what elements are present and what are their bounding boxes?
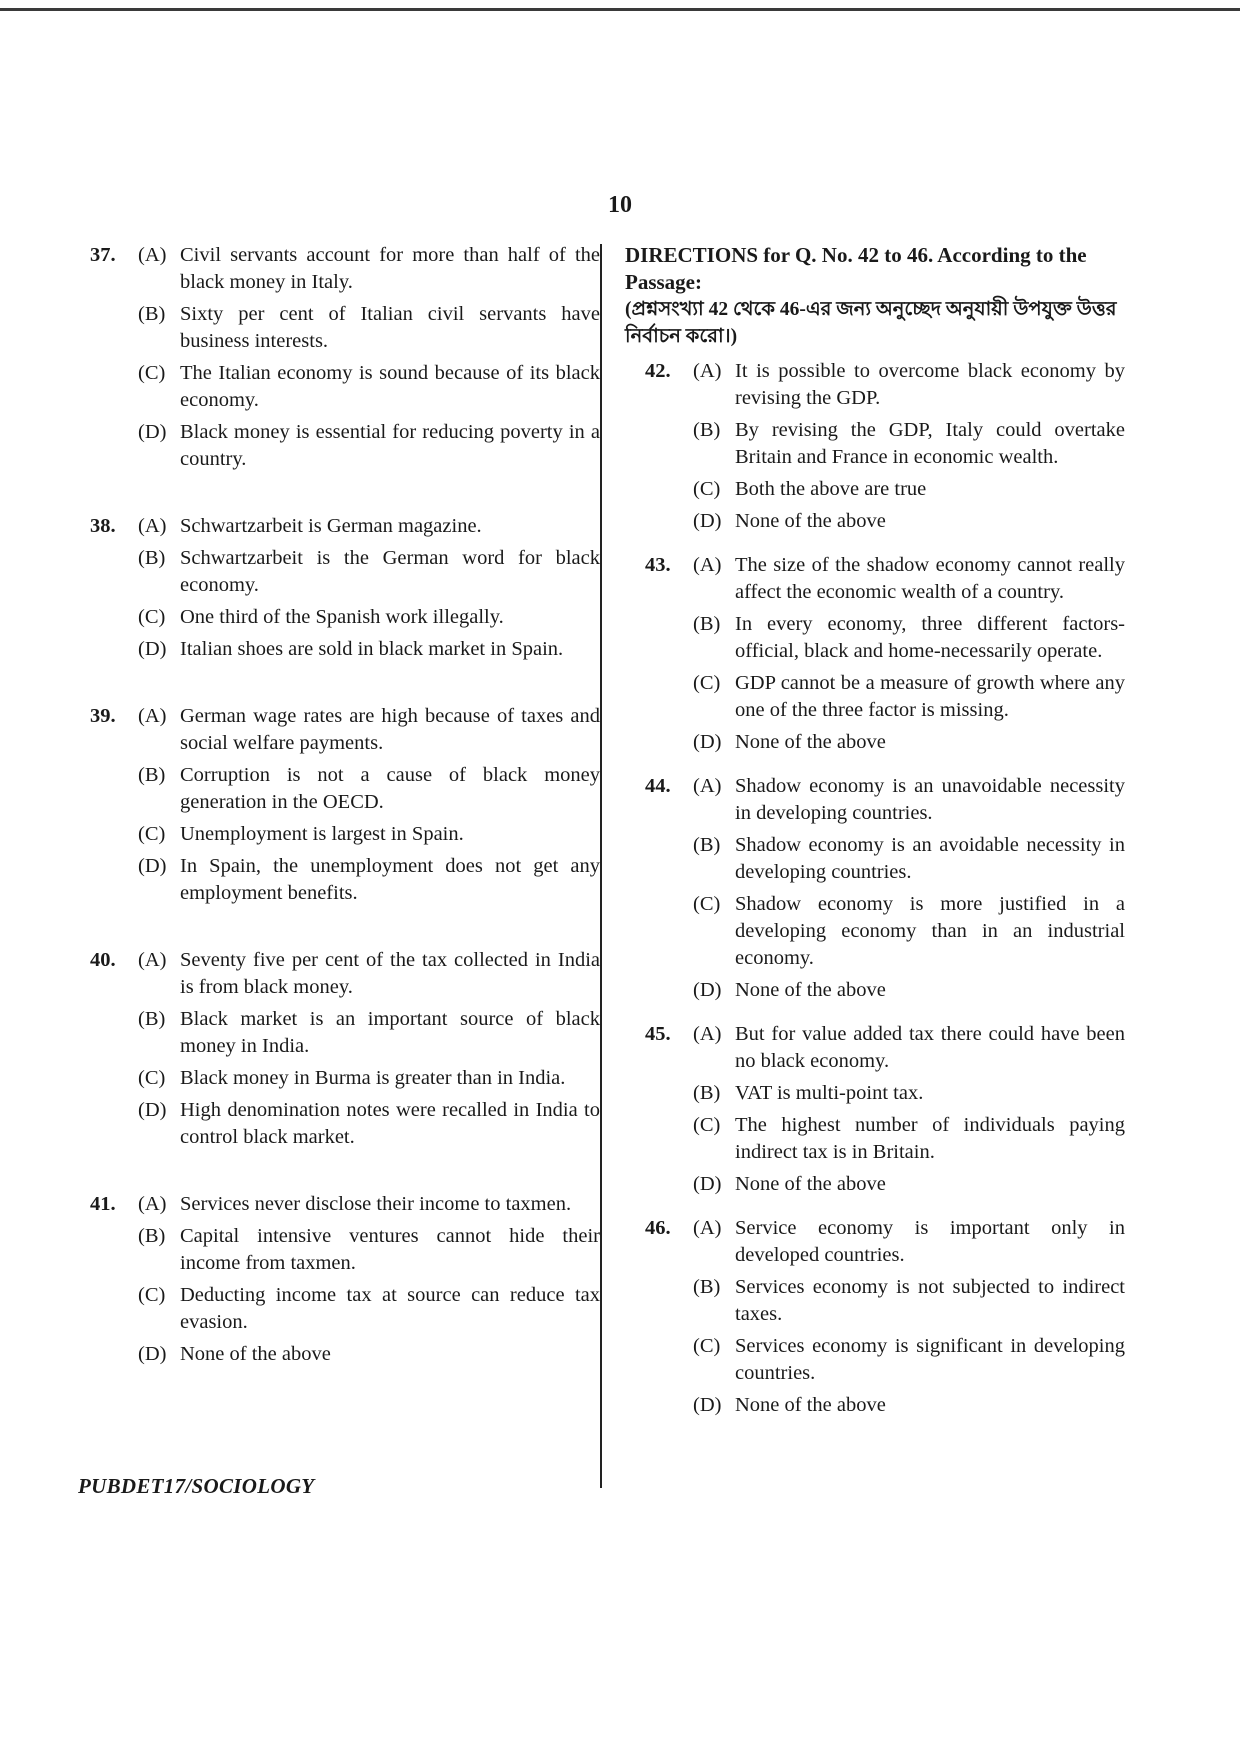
- option-text: Italian shoes are sold in black market in Spain.: [180, 638, 564, 660]
- option-letter: (A): [693, 1023, 722, 1045]
- question-46: [645, 1215, 1125, 1419]
- question-number: 45.: [645, 1023, 671, 1045]
- option-text: In every economy, three different factors-official, black and home-necessarily operate.: [735, 613, 1125, 662]
- question-number: 38.: [90, 515, 116, 537]
- option-text: German wage rates are high because of taxes and social welfare payments.: [180, 705, 600, 754]
- option-text: None of the above: [735, 510, 886, 532]
- option-text: But for value added tax there could have been no black economy.: [735, 1023, 1125, 1072]
- option-letter: (D): [138, 855, 167, 877]
- top-rule: [0, 8, 1240, 11]
- option-d: [138, 636, 600, 663]
- question-number: 42.: [645, 360, 671, 382]
- option-text: Unemployment is largest in Spain.: [180, 823, 464, 845]
- option-d: [138, 853, 600, 907]
- option-text: Service economy is important only in developed countries.: [735, 1217, 1125, 1266]
- option-c: [693, 670, 1125, 724]
- option-letter: (D): [138, 421, 167, 443]
- option-letter: (D): [138, 1343, 167, 1365]
- option-text: None of the above: [735, 1394, 886, 1416]
- question-number: 43.: [645, 554, 671, 576]
- question-number: 37.: [90, 244, 116, 266]
- option-letter: (A): [138, 515, 167, 537]
- option-b: [693, 417, 1125, 471]
- option-c: [138, 1065, 600, 1092]
- option-text: Sixty per cent of Italian civil servants have business interests.: [180, 303, 600, 352]
- option-letter: (C): [138, 1067, 166, 1089]
- option-text: Black money is essential for reducing poverty in a country.: [180, 421, 600, 470]
- option-text: GDP cannot be a measure of growth where any one of the three factor is missing.: [735, 672, 1125, 721]
- option-text: Shadow economy is more justified in a developing economy than in an industrial economy.: [735, 893, 1125, 969]
- option-letter: (B): [693, 834, 721, 856]
- option-letter: (B): [693, 1082, 721, 1104]
- option-text: Civil servants account for more than half of the black money in Italy.: [180, 244, 600, 293]
- option-letter: (C): [138, 606, 166, 628]
- option-b: [138, 1006, 600, 1060]
- question-44: [645, 773, 1125, 1004]
- option-d: [138, 1097, 600, 1151]
- option-c: [693, 1112, 1125, 1166]
- option-a: [138, 242, 600, 296]
- question-41: [90, 1191, 600, 1368]
- option-text: Deducting income tax at source can reduce tax evasion.: [180, 1284, 600, 1333]
- option-letter: (A): [693, 1217, 722, 1239]
- option-b: [693, 611, 1125, 665]
- question-number: 44.: [645, 775, 671, 797]
- option-text: None of the above: [735, 731, 886, 753]
- question-42: [645, 358, 1125, 535]
- option-letter: (D): [138, 638, 167, 660]
- option-text: None of the above: [735, 979, 886, 1001]
- option-letter: (B): [138, 1008, 166, 1030]
- question-number: 46.: [645, 1217, 671, 1239]
- option-text: The size of the shadow economy cannot really affect the economic wealth of a country.: [735, 554, 1125, 603]
- option-a: [693, 1215, 1125, 1269]
- option-letter: (C): [693, 893, 721, 915]
- option-a: [693, 552, 1125, 606]
- footer-paper-code: PUBDET17/SOCIOLOGY: [78, 1474, 315, 1498]
- option-text: Black market is an important source of black money in India.: [180, 1008, 600, 1057]
- option-c: [693, 476, 1125, 503]
- question-number: 39.: [90, 705, 116, 727]
- option-letter: (C): [693, 672, 721, 694]
- option-c: [693, 891, 1125, 972]
- option-d: [693, 508, 1125, 535]
- question-39: [90, 703, 600, 907]
- option-text: Corruption is not a cause of black money generation in the OECD.: [180, 764, 600, 813]
- option-text: High denomination notes were recalled in India to control black market.: [180, 1099, 600, 1148]
- option-text: The Italian economy is sound because of its black economy.: [180, 362, 600, 411]
- option-c: [693, 1333, 1125, 1387]
- question-number: 40.: [90, 949, 116, 971]
- left-column: [90, 242, 600, 1373]
- option-letter: (A): [138, 244, 167, 266]
- option-letter: (C): [138, 1284, 166, 1306]
- option-a: [693, 358, 1125, 412]
- question-43: [645, 552, 1125, 756]
- option-letter: (B): [138, 303, 166, 325]
- option-text: Services never disclose their income to taxmen.: [180, 1193, 572, 1215]
- option-text: Capital intensive ventures cannot hide their income from taxmen.: [180, 1225, 600, 1274]
- option-text: Schwartzarbeit is German magazine.: [180, 515, 482, 537]
- option-letter: (D): [693, 510, 722, 532]
- option-a: [693, 773, 1125, 827]
- option-text: By revising the GDP, Italy could overtake Britain and France in economic wealth.: [735, 419, 1125, 468]
- option-text: Services economy is not subjected to indirect taxes.: [735, 1276, 1125, 1325]
- option-letter: (A): [693, 554, 722, 576]
- option-text: Shadow economy is an avoidable necessity in developing countries.: [735, 834, 1125, 883]
- option-letter: (C): [693, 1114, 721, 1136]
- option-letter: (A): [138, 1193, 167, 1215]
- option-letter: (B): [693, 1276, 721, 1298]
- question-37: [90, 242, 600, 473]
- option-text: None of the above: [180, 1343, 331, 1365]
- option-letter: (A): [138, 949, 167, 971]
- option-letter: (B): [138, 547, 166, 569]
- option-c: [138, 821, 600, 848]
- option-b: [138, 301, 600, 355]
- option-letter: (D): [138, 1099, 167, 1121]
- option-b: [138, 545, 600, 599]
- option-d: [693, 1171, 1125, 1198]
- option-text: It is possible to overcome black economy by revising the GDP.: [735, 360, 1125, 409]
- option-letter: (C): [693, 478, 721, 500]
- option-a: [138, 947, 600, 1001]
- option-letter: (B): [138, 764, 166, 786]
- option-letter: (A): [138, 705, 167, 727]
- option-a: [138, 513, 600, 540]
- option-d: [693, 1392, 1125, 1419]
- option-letter: (A): [693, 775, 722, 797]
- option-letter: (B): [693, 613, 721, 635]
- option-text: Services economy is significant in developing countries.: [735, 1335, 1125, 1384]
- option-text: Shadow economy is an unavoidable necessity in developing countries.: [735, 775, 1125, 824]
- option-letter: (D): [693, 979, 722, 1001]
- option-letter: (C): [693, 1335, 721, 1357]
- option-text: In Spain, the unemployment does not get any employment benefits.: [180, 855, 600, 904]
- option-c: [138, 1282, 600, 1336]
- option-b: [693, 832, 1125, 886]
- question-number: 41.: [90, 1193, 116, 1215]
- question-45: [645, 1021, 1125, 1198]
- column-divider: [600, 244, 602, 1488]
- option-d: [693, 729, 1125, 756]
- option-a: [693, 1021, 1125, 1075]
- question-40: [90, 947, 600, 1151]
- option-text: Black money in Burma is greater than in India.: [180, 1067, 566, 1089]
- option-text: None of the above: [735, 1173, 886, 1195]
- option-letter: (C): [138, 362, 166, 384]
- option-letter: (A): [693, 360, 722, 382]
- option-letter: (B): [138, 1225, 166, 1247]
- option-text: The highest number of individuals paying indirect tax is in Britain.: [735, 1114, 1125, 1163]
- option-letter: (D): [693, 1394, 722, 1416]
- option-d: [138, 419, 600, 473]
- option-text: VAT is multi-point tax.: [735, 1082, 924, 1104]
- option-letter: (D): [693, 731, 722, 753]
- option-d: [693, 977, 1125, 1004]
- question-38: [90, 513, 600, 663]
- option-text: Seventy five per cent of the tax collected in India is from black money.: [180, 949, 600, 998]
- option-c: [138, 604, 600, 631]
- option-a: [138, 1191, 600, 1218]
- right-column: [625, 242, 1125, 1436]
- option-letter: (B): [693, 419, 721, 441]
- option-text: One third of the Spanish work illegally.: [180, 606, 504, 628]
- option-text: Schwartzarbeit is the German word for black economy.: [180, 547, 600, 596]
- option-text: Both the above are true: [735, 478, 927, 500]
- option-b: [138, 762, 600, 816]
- option-b: [693, 1274, 1125, 1328]
- option-letter: (C): [138, 823, 166, 845]
- option-b: [138, 1223, 600, 1277]
- page-number: 10: [608, 192, 632, 218]
- option-d: [138, 1341, 600, 1368]
- option-c: [138, 360, 600, 414]
- directions-bengali: (প্রশ্নসংখ্যা 42 থেকে 46-এর জন্য অনুচ্ছেদ অনুযায়ী উপযুক্ত উত্তর নির্বাচন করো।): [625, 299, 1117, 347]
- option-a: [138, 703, 600, 757]
- directions-english: DIRECTIONS for Q. No. 42 to 46. According to the Passage:: [625, 243, 1087, 294]
- option-letter: (D): [693, 1173, 722, 1195]
- option-b: [693, 1080, 1125, 1107]
